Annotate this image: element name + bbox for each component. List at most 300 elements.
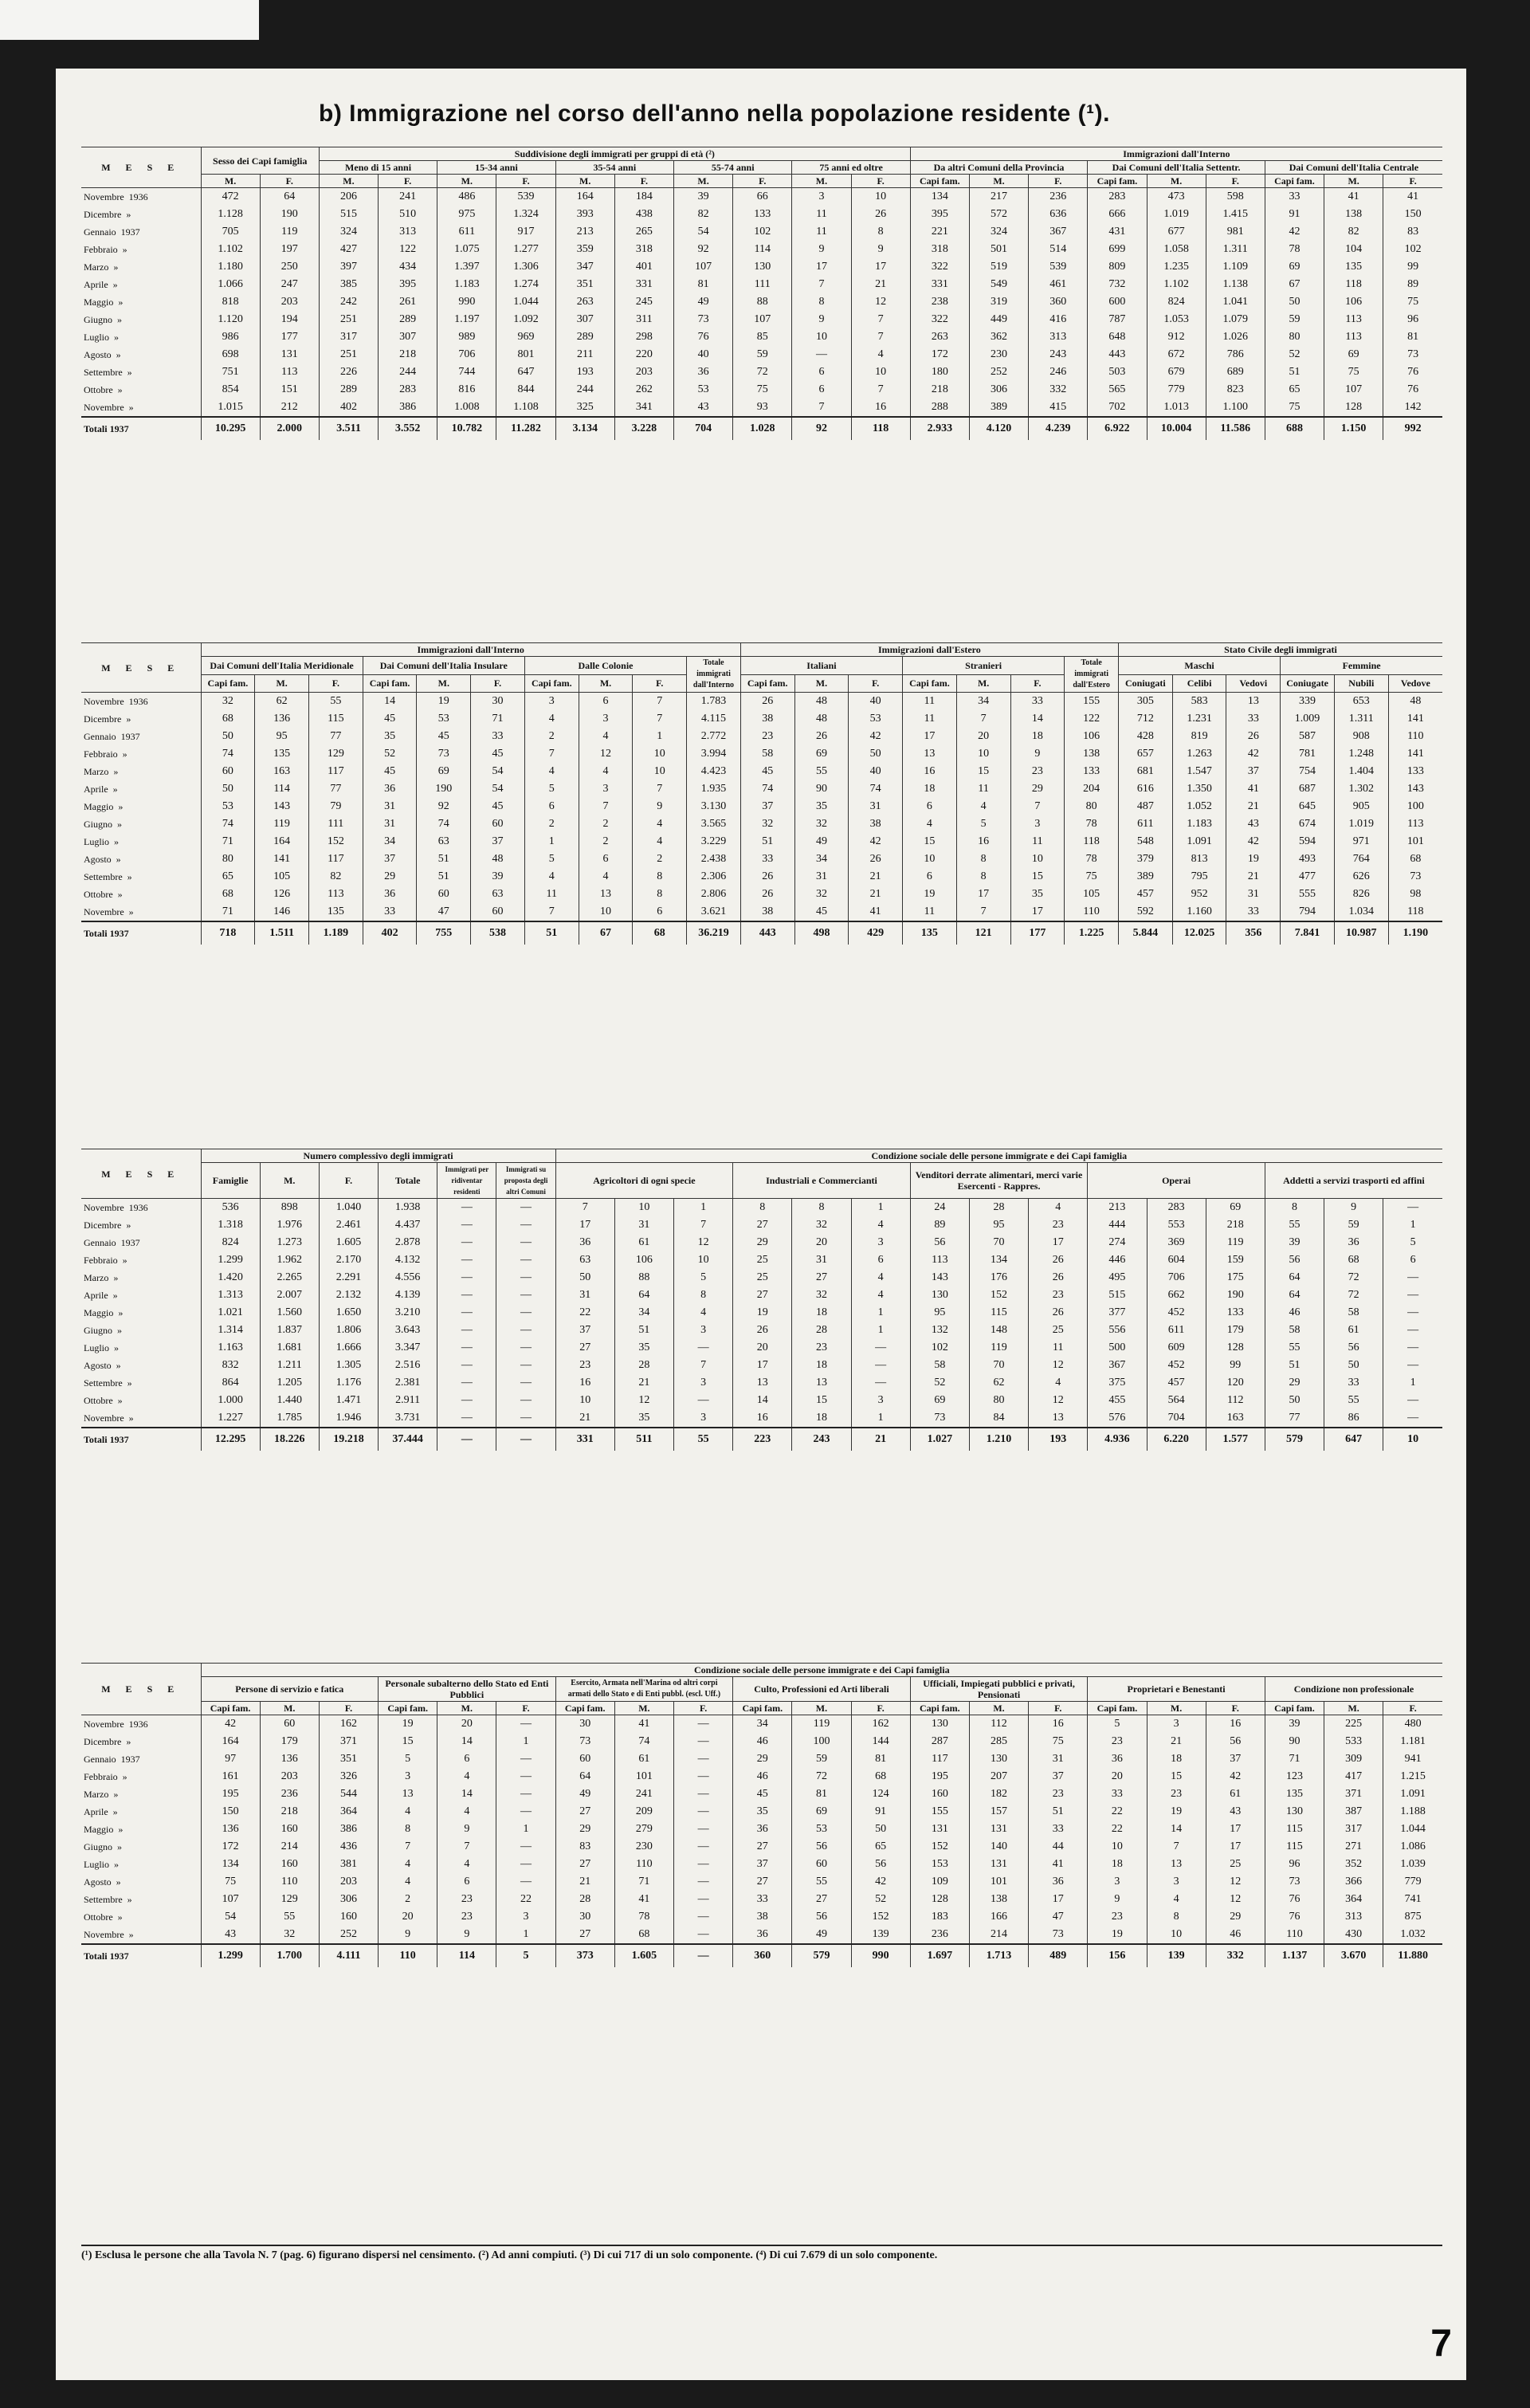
year-label: »: [116, 1359, 121, 1371]
sub-header: M.: [319, 175, 378, 188]
row-label: [81, 921, 201, 945]
data-cell: 11.282: [496, 417, 555, 440]
row-label: [81, 1926, 201, 1944]
year-label: »: [112, 278, 118, 290]
data-cell: 17: [1029, 1891, 1088, 1908]
cat-header: Industriali e Commercianti: [733, 1163, 911, 1199]
data-cell: 452: [1147, 1304, 1206, 1322]
table-row: [81, 1750, 1442, 1768]
data-cell: 13: [733, 1374, 792, 1392]
year-label: »: [117, 313, 122, 325]
data-cell: 152: [910, 1838, 969, 1856]
data-cell: 23: [437, 1908, 496, 1926]
data-cell: 1.324: [496, 206, 555, 223]
data-cell: 10: [1383, 1428, 1442, 1451]
data-cell: 50: [555, 1269, 614, 1286]
month-label: Novembre: [84, 905, 124, 917]
month-label: Maggio: [84, 1306, 114, 1318]
data-cell: 4: [579, 763, 633, 780]
data-cell: 11: [903, 693, 957, 711]
data-cell: 16: [555, 1374, 614, 1392]
data-cell: 9: [851, 241, 910, 258]
data-cell: 89: [1383, 276, 1442, 293]
data-cell: 7: [851, 311, 910, 328]
data-cell: 373: [555, 1944, 614, 1967]
data-cell: 61: [614, 1234, 673, 1251]
table-row: [81, 1908, 1442, 1926]
data-cell: 19: [1226, 850, 1281, 868]
data-cell: 7: [524, 745, 579, 763]
sub-header: Capi fam.: [903, 674, 957, 693]
data-cell: 102: [910, 1339, 969, 1357]
data-cell: 2.265: [260, 1269, 319, 1286]
sub-header: M.: [437, 1702, 496, 1715]
data-cell: 11: [792, 223, 851, 241]
data-cell: 1.681: [260, 1339, 319, 1357]
data-cell: —: [674, 1838, 733, 1856]
data-cell: 990: [437, 293, 496, 311]
year-label: »: [128, 401, 134, 413]
row-label: [81, 1750, 201, 1768]
data-cell: —: [674, 1750, 733, 1768]
data-cell: 37: [1226, 763, 1281, 780]
data-cell: 60: [417, 886, 471, 903]
data-cell: 23: [1029, 1216, 1088, 1234]
data-cell: 213: [555, 223, 614, 241]
year-label: »: [118, 800, 124, 812]
data-cell: 1.227: [201, 1409, 260, 1428]
data-cell: 27: [733, 1873, 792, 1891]
data-cell: 85: [733, 328, 792, 346]
data-cell: 3.134: [555, 417, 614, 440]
table-row: [81, 1428, 1442, 1451]
data-cell: 14: [363, 693, 417, 711]
data-cell: 583: [1172, 693, 1226, 711]
data-cell: 12: [579, 745, 633, 763]
data-cell: —: [496, 1838, 555, 1856]
data-cell: 75: [1029, 1733, 1088, 1750]
data-cell: 120: [1206, 1374, 1265, 1392]
month-label: Giugno: [84, 1840, 112, 1852]
data-cell: 60: [471, 903, 525, 921]
data-cell: 289: [319, 381, 378, 399]
data-cell: 28: [555, 1891, 614, 1908]
prov-header: Dai Comuni dell'Italia Centrale: [1265, 161, 1442, 175]
group-header: Dalle Colonie: [524, 657, 686, 675]
month-label: Luglio: [84, 331, 109, 343]
data-cell: 159: [1206, 1251, 1265, 1269]
data-cell: 177: [1010, 921, 1065, 945]
sub-header: F.: [496, 175, 555, 188]
row-label: [81, 710, 201, 728]
data-cell: 55: [260, 1908, 319, 1926]
row-label: [81, 1199, 201, 1217]
data-cell: 48: [794, 710, 849, 728]
data-cell: 12: [1206, 1891, 1265, 1908]
data-cell: 19: [903, 886, 957, 903]
data-cell: 53: [201, 798, 255, 815]
data-cell: 2.132: [319, 1286, 378, 1304]
data-cell: 80: [1265, 328, 1324, 346]
data-cell: 73: [1265, 1873, 1324, 1891]
data-cell: 53: [674, 381, 733, 399]
data-cell: 73: [555, 1733, 614, 1750]
data-cell: 242: [319, 293, 378, 311]
data-cell: 47: [1029, 1908, 1088, 1926]
data-cell: 1.053: [1147, 311, 1206, 328]
data-cell: —: [674, 1821, 733, 1838]
data-cell: 7: [524, 903, 579, 921]
data-cell: 379: [1118, 850, 1172, 868]
data-cell: 45: [471, 745, 525, 763]
data-cell: 68: [633, 921, 687, 945]
data-cell: 1.471: [319, 1392, 378, 1409]
data-cell: 114: [437, 1944, 496, 1967]
data-cell: 133: [1388, 763, 1442, 780]
year-label: »: [113, 765, 119, 777]
data-cell: 1.091: [1383, 1785, 1442, 1803]
data-cell: 832: [201, 1357, 260, 1374]
data-cell: 82: [308, 868, 363, 886]
month-label: Ottobre: [84, 888, 113, 900]
data-cell: 29: [363, 868, 417, 886]
data-cell: 318: [910, 241, 969, 258]
month-label: Marzo: [84, 1788, 109, 1800]
data-cell: 34: [363, 833, 417, 850]
data-cell: 6.220: [1147, 1428, 1206, 1451]
data-cell: 1.160: [1172, 903, 1226, 921]
data-cell: 21: [1147, 1733, 1206, 1750]
table-row: [81, 1251, 1442, 1269]
table-row: [81, 1357, 1442, 1374]
data-cell: —: [496, 1374, 555, 1392]
data-cell: 309: [1324, 1750, 1383, 1768]
data-cell: —: [1383, 1339, 1442, 1357]
month-label: Novembre: [84, 191, 124, 202]
month-label: Novembre: [84, 1718, 124, 1730]
data-cell: 140: [969, 1838, 1028, 1856]
data-cell: 679: [1147, 363, 1206, 381]
data-cell: 779: [1383, 1873, 1442, 1891]
data-cell: 71: [471, 710, 525, 728]
year-label: »: [127, 1377, 132, 1389]
data-cell: 579: [792, 1944, 851, 1967]
data-cell: 706: [1147, 1269, 1206, 1286]
data-cell: 11: [903, 903, 957, 921]
data-cell: 157: [969, 1803, 1028, 1821]
data-cell: 78: [614, 1908, 673, 1926]
data-cell: 193: [555, 363, 614, 381]
table-row: [81, 1785, 1442, 1803]
data-cell: 193: [1029, 1428, 1088, 1451]
data-cell: 402: [319, 399, 378, 417]
data-cell: 55: [1324, 1392, 1383, 1409]
sub-header: Capi fam.: [379, 1702, 437, 1715]
data-cell: 313: [1324, 1908, 1383, 1926]
data-cell: 75: [201, 1873, 260, 1891]
data-cell: 93: [733, 399, 792, 417]
data-cell: 155: [1065, 693, 1119, 711]
data-cell: 73: [674, 311, 733, 328]
data-cell: 1.128: [201, 206, 260, 223]
data-cell: 1.946: [319, 1409, 378, 1428]
data-cell: 764: [1334, 850, 1388, 868]
year-label: »: [127, 366, 132, 378]
data-cell: 1.976: [260, 1216, 319, 1234]
row-label: [81, 1409, 201, 1428]
year-label: »: [126, 1219, 131, 1231]
data-cell: 76: [1265, 1908, 1324, 1926]
data-cell: 105: [255, 868, 309, 886]
data-cell: 510: [379, 206, 437, 223]
data-cell: 251: [319, 346, 378, 363]
data-cell: 152: [969, 1286, 1028, 1304]
data-cell: 34: [733, 1715, 792, 1734]
data-cell: 705: [201, 223, 260, 241]
data-cell: 23: [792, 1339, 851, 1357]
data-cell: 564: [1147, 1392, 1206, 1409]
sub-header: M.: [1147, 1702, 1206, 1715]
year-label: »: [113, 1788, 119, 1800]
maschi-header: Maschi: [1118, 657, 1280, 675]
data-cell: 10: [792, 328, 851, 346]
sub-header: Capi fam.: [1265, 1702, 1324, 1715]
table-row: [81, 1891, 1442, 1908]
data-cell: 397: [319, 258, 378, 276]
data-cell: 20: [956, 728, 1010, 745]
data-cell: 106: [1324, 293, 1383, 311]
data-cell: 786: [1206, 346, 1265, 363]
data-cell: —: [496, 1803, 555, 1821]
sub-header: M.: [792, 1702, 851, 1715]
month-label: Novembre: [84, 1928, 124, 1940]
data-cell: 252: [969, 363, 1028, 381]
data-cell: 16: [956, 833, 1010, 850]
data-cell: 29: [733, 1234, 792, 1251]
data-cell: 4.936: [1088, 1428, 1147, 1451]
data-cell: 4: [956, 798, 1010, 815]
data-cell: 854: [201, 381, 260, 399]
year-label: »: [114, 1858, 119, 1870]
data-cell: 653: [1334, 693, 1388, 711]
sub-header: M.: [794, 674, 849, 693]
sub-header: Capi fam.: [555, 1702, 614, 1715]
data-cell: 33: [1265, 188, 1324, 206]
data-cell: 23: [1088, 1908, 1147, 1926]
data-cell: 431: [1088, 223, 1147, 241]
data-cell: 4: [851, 346, 910, 363]
data-cell: 82: [674, 206, 733, 223]
data-cell: —: [674, 1891, 733, 1908]
data-cell: 11: [792, 206, 851, 223]
cat-header: Culto, Professioni ed Arti liberali: [733, 1677, 911, 1702]
sub-header: F.: [674, 1702, 733, 1715]
data-cell: 37: [471, 833, 525, 850]
table-row: [81, 1304, 1442, 1322]
data-cell: —: [1383, 1322, 1442, 1339]
data-cell: 7: [674, 1357, 733, 1374]
data-cell: 8: [733, 1199, 792, 1217]
data-cell: 3: [1010, 815, 1065, 833]
data-cell: 12: [851, 293, 910, 311]
sub-header: Coniugati: [1118, 674, 1172, 693]
data-cell: 1.837: [260, 1322, 319, 1339]
month-label: Aprile: [84, 1805, 108, 1817]
age-header: 55-74 anni: [674, 161, 792, 175]
data-cell: 11.880: [1383, 1944, 1442, 1967]
year-label: »: [127, 1893, 132, 1905]
data-cell: 130: [910, 1715, 969, 1734]
data-cell: 402: [363, 921, 417, 945]
row-label: [81, 1428, 201, 1451]
data-cell: 23: [555, 1357, 614, 1374]
data-cell: 119: [260, 223, 319, 241]
data-cell: 236: [260, 1785, 319, 1803]
data-cell: 10: [903, 850, 957, 868]
data-cell: 3.731: [379, 1409, 437, 1428]
data-cell: 218: [260, 1803, 319, 1821]
data-cell: 52: [851, 1891, 910, 1908]
data-cell: 500: [1088, 1339, 1147, 1357]
data-cell: 60: [555, 1750, 614, 1768]
data-cell: 3.621: [687, 903, 741, 921]
year-label: 1936: [128, 1201, 148, 1213]
year-label: »: [114, 1341, 119, 1353]
data-cell: 351: [319, 1750, 378, 1768]
data-cell: 1.299: [201, 1251, 260, 1269]
data-cell: —: [851, 1339, 910, 1357]
data-cell: 9: [379, 1926, 437, 1944]
row-label: [81, 1286, 201, 1304]
data-cell: 135: [255, 745, 309, 763]
row-label: [81, 1251, 201, 1269]
data-cell: 8: [379, 1821, 437, 1838]
data-cell: 64: [1265, 1269, 1324, 1286]
data-cell: 600: [1088, 293, 1147, 311]
data-cell: 10.295: [201, 417, 260, 440]
data-cell: 457: [1118, 886, 1172, 903]
data-cell: 26: [733, 1322, 792, 1339]
data-cell: 917: [496, 223, 555, 241]
data-cell: 4: [379, 1873, 437, 1891]
data-cell: 514: [1029, 241, 1088, 258]
data-cell: 68: [1324, 1251, 1383, 1269]
data-cell: 326: [319, 1768, 378, 1785]
data-cell: 6: [1383, 1251, 1442, 1269]
data-cell: 76: [1383, 363, 1442, 381]
month-label: Marzo: [84, 1271, 109, 1283]
data-cell: 5: [496, 1944, 555, 1967]
data-cell: 113: [910, 1251, 969, 1269]
data-cell: 3.565: [687, 815, 741, 833]
month-label: Giugno: [84, 818, 112, 830]
data-cell: 1.248: [1334, 745, 1388, 763]
row-label: [81, 780, 201, 798]
data-cell: 26: [740, 886, 794, 903]
data-cell: 30: [555, 1908, 614, 1926]
data-cell: 27: [555, 1339, 614, 1357]
data-cell: 430: [1324, 1926, 1383, 1944]
data-cell: 27: [555, 1803, 614, 1821]
data-cell: 31: [363, 798, 417, 815]
year-label: »: [128, 905, 134, 917]
data-cell: 80: [1065, 798, 1119, 815]
cat-header: Operai: [1088, 1163, 1265, 1199]
data-cell: 2: [579, 815, 633, 833]
data-cell: 80: [969, 1392, 1028, 1409]
data-cell: 143: [1388, 780, 1442, 798]
data-cell: 3.552: [379, 417, 437, 440]
data-cell: 81: [792, 1785, 851, 1803]
data-cell: 356: [1226, 921, 1281, 945]
year-label: »: [117, 1394, 123, 1406]
year-label: 1937: [120, 1753, 140, 1765]
sub-header: M.: [255, 674, 309, 693]
data-cell: 1.041: [1206, 293, 1265, 311]
data-cell: 23: [1029, 1785, 1088, 1803]
data-cell: 31: [794, 868, 849, 886]
data-cell: 898: [260, 1199, 319, 1217]
data-cell: 6.922: [1088, 417, 1147, 440]
data-cell: —: [496, 1785, 555, 1803]
data-cell: 95: [910, 1304, 969, 1322]
data-cell: 102: [1383, 241, 1442, 258]
data-cell: 14: [1010, 710, 1065, 728]
table-row: [81, 206, 1442, 223]
data-cell: 11: [1010, 833, 1065, 850]
data-cell: 813: [1172, 850, 1226, 868]
data-cell: 217: [969, 188, 1028, 206]
year-label: »: [117, 1911, 123, 1923]
data-cell: 59: [1324, 1216, 1383, 1234]
data-cell: 1.311: [1206, 241, 1265, 258]
data-cell: 153: [910, 1856, 969, 1873]
month-label: Settembre: [84, 1377, 123, 1389]
data-cell: 489: [1029, 1944, 1088, 1967]
data-cell: 32: [201, 693, 255, 711]
table-row: [81, 1873, 1442, 1891]
data-cell: 5: [956, 815, 1010, 833]
data-cell: 88: [614, 1269, 673, 1286]
sub-header: Coniugate: [1281, 674, 1335, 693]
data-cell: 53: [792, 1821, 851, 1838]
month-label: Marzo: [84, 765, 109, 777]
data-cell: 197: [260, 241, 319, 258]
data-cell: 13: [903, 745, 957, 763]
data-cell: 26: [851, 206, 910, 223]
data-cell: 986: [201, 328, 260, 346]
data-cell: 1.075: [437, 241, 496, 258]
data-cell: 33: [1010, 693, 1065, 711]
data-cell: 306: [969, 381, 1028, 399]
table-row: [81, 868, 1442, 886]
data-cell: 69: [794, 745, 849, 763]
month-label: Aprile: [84, 278, 108, 290]
data-cell: 31: [1226, 886, 1281, 903]
month-label: Maggio: [84, 800, 114, 812]
data-cell: 823: [1206, 381, 1265, 399]
data-cell: 27: [733, 1216, 792, 1234]
row-label: [81, 363, 201, 381]
data-cell: 6: [437, 1873, 496, 1891]
data-cell: —: [674, 1768, 733, 1785]
data-cell: 71: [201, 903, 255, 921]
data-cell: 455: [1088, 1392, 1147, 1409]
sub-header: F.: [1010, 674, 1065, 693]
data-cell: 56: [1206, 1733, 1265, 1750]
data-cell: 37: [740, 798, 794, 815]
data-cell: 41: [1324, 188, 1383, 206]
